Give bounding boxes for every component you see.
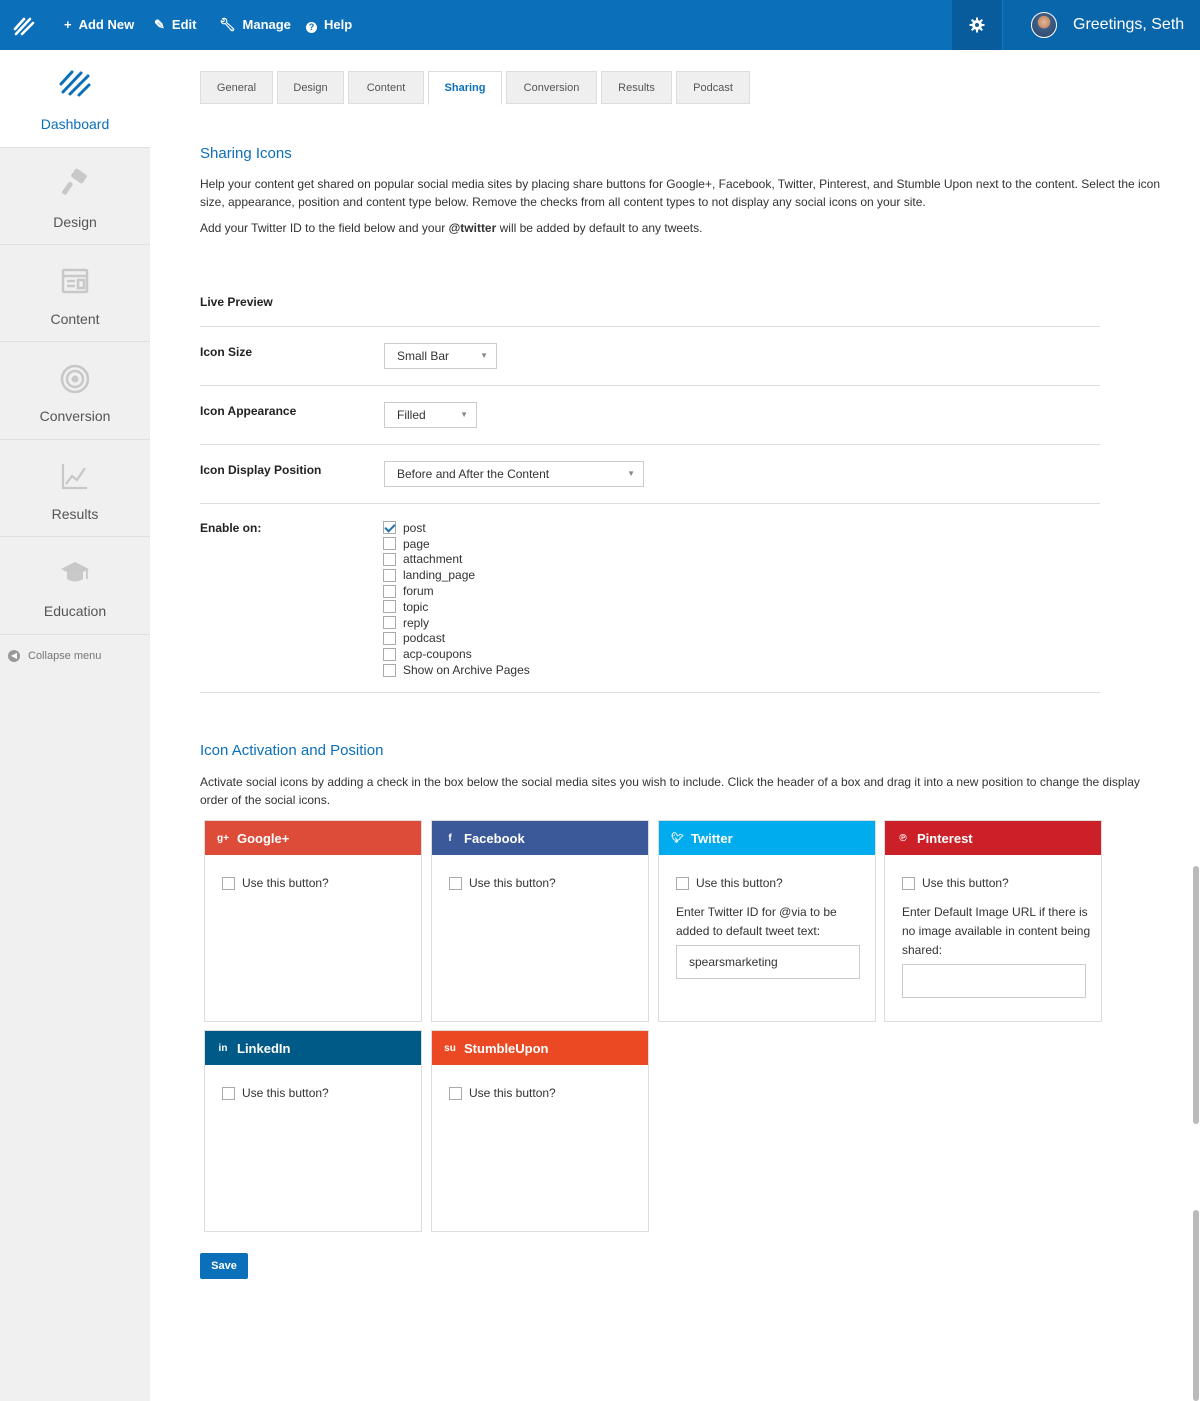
sidebar (0, 50, 150, 1401)
add-new-button[interactable]: + Add New (64, 0, 134, 50)
icon-size-select[interactable]: Small Bar ▼ (384, 343, 497, 369)
card-header[interactable]: 🐦︎ Twitter (659, 821, 875, 855)
sidebar-item-conversion[interactable] (0, 341, 150, 438)
help-button[interactable]: ? Help (306, 0, 352, 50)
checkbox[interactable] (383, 521, 396, 534)
card-google-plus (204, 820, 422, 1022)
default-image-url-input[interactable] (902, 964, 1086, 998)
use-button-row: Use this button? (902, 876, 1009, 890)
section-title-sharing: Sharing Icons (200, 145, 292, 162)
sidebar-item-label: Conversion (39, 408, 111, 424)
use-button-row: Use this button? (222, 1086, 329, 1100)
chevron-left-icon: ◀ (8, 650, 20, 662)
brush-icon (59, 168, 91, 200)
scrollbar-thumb[interactable] (1193, 866, 1199, 1124)
divider (200, 326, 1100, 327)
default-image-instructions: Enter Default Image URL if there is no image available in content being shared: (902, 905, 1091, 957)
sidebar-divider (0, 634, 150, 635)
google-plus-icon: g+ (217, 832, 229, 844)
tab-podcast[interactable]: Podcast (676, 71, 750, 104)
wrench-icon: 🔧︎ (219, 17, 236, 32)
pinterest-icon: ℗ (899, 832, 907, 844)
checkbox[interactable] (383, 648, 396, 661)
divider (200, 692, 1100, 693)
greeting-text: Greetings, Seth (1073, 16, 1185, 33)
sidebar-item-label: Design (53, 214, 97, 230)
use-button-checkbox[interactable] (902, 877, 915, 890)
linkedin-icon: in (218, 1042, 228, 1054)
checkbox[interactable] (383, 537, 396, 550)
manage-button[interactable]: 🔧︎ Manage (219, 0, 291, 50)
tab-content[interactable]: Content (348, 71, 424, 104)
card-header[interactable]: g+ Google+ (205, 821, 421, 855)
enable-option-archive-pages: Show on Archive Pages (383, 662, 530, 678)
card-header[interactable]: su StumbleUpon (432, 1031, 648, 1065)
icon-appearance-select[interactable]: Filled ▼ (384, 402, 477, 428)
icon-position-select[interactable]: Before and After the Content ▼ (384, 461, 644, 487)
enable-on-list (383, 520, 530, 678)
twitter-bird-icon: 🐦︎ (671, 832, 684, 844)
layout-icon (59, 265, 91, 297)
use-button-checkbox[interactable] (222, 1087, 235, 1100)
graduation-cap-icon (59, 557, 91, 589)
enable-option-attachment: attachment (383, 552, 530, 568)
twitter-note: Add your Twitter ID to the field below and your @twitter will be added by default to any tweets. (200, 221, 703, 235)
sidebar-item-design[interactable] (0, 147, 150, 244)
enable-option-reply: reply (383, 615, 530, 631)
twitter-id-instructions: Enter Twitter ID for @via to be added to default tweet text: (676, 905, 837, 938)
chevron-down-icon: ▼ (480, 351, 488, 360)
enable-option-podcast: podcast (383, 631, 530, 647)
checkbox[interactable] (383, 616, 396, 629)
question-icon: ? (306, 22, 317, 33)
stumbleupon-icon: su (444, 1042, 456, 1054)
card-stumbleupon (431, 1030, 649, 1232)
chevron-down-icon: ▼ (627, 469, 635, 478)
dashboard-logo-icon (55, 64, 95, 104)
divider (200, 385, 1100, 386)
card-pinterest (884, 820, 1102, 1022)
enable-option-topic: topic (383, 599, 530, 615)
card-header[interactable]: in LinkedIn (205, 1031, 421, 1065)
edit-button[interactable]: ✎ Edit (154, 0, 196, 50)
sidebar-item-label: Education (43, 603, 107, 619)
sharing-description: Help your content get shared on popular social media sites by placing share buttons for Google+, Facebook, Twitter, Pinterest, and Stumble Upon next to the content. Select the icon size, appearance, position and content type below. Remove the checks from all content types to not display any social icons on your site. (200, 177, 1161, 209)
icon-appearance-label: Icon Appearance (200, 404, 297, 418)
checkbox[interactable] (383, 553, 396, 566)
plus-icon: + (64, 17, 72, 32)
collapse-menu-button[interactable]: ◀ Collapse menu (8, 650, 101, 662)
checkbox[interactable] (383, 632, 396, 645)
sidebar-item-label: Results (51, 506, 99, 522)
enable-option-forum: forum (383, 583, 530, 599)
checkbox[interactable] (383, 569, 396, 582)
card-header[interactable]: ℗ Pinterest (885, 821, 1101, 855)
tab-conversion[interactable]: Conversion (506, 71, 597, 104)
card-header[interactable]: f Facebook (432, 821, 648, 855)
tab-design[interactable]: Design (277, 71, 344, 104)
use-button-checkbox[interactable] (449, 877, 462, 890)
enable-option-post: post (383, 520, 530, 536)
icon-position-label: Icon Display Position (200, 463, 322, 477)
pencil-icon: ✎ (154, 17, 165, 32)
chevron-down-icon: ▼ (460, 410, 468, 419)
avatar (1031, 12, 1057, 38)
live-preview-label: Live Preview (200, 295, 273, 309)
chart-icon (59, 460, 91, 492)
icon-size-label: Icon Size (200, 345, 253, 359)
card-linkedin (204, 1030, 422, 1232)
twitter-id-input[interactable]: spearsmarketing (676, 945, 860, 979)
sidebar-item-label: Content (50, 311, 100, 327)
use-button-row: Use this button? (449, 876, 556, 890)
sidebar-item-dashboard[interactable] (0, 50, 150, 147)
sidebar-item-education[interactable] (0, 536, 150, 633)
tab-general[interactable]: General (200, 71, 273, 104)
use-button-checkbox[interactable] (449, 1087, 462, 1100)
checkbox[interactable] (383, 664, 396, 677)
enable-option-page: page (383, 536, 530, 552)
enable-option-acp-coupons: acp-coupons (383, 646, 530, 662)
logo-icon[interactable] (0, 0, 50, 50)
sidebar-item-results[interactable] (0, 439, 150, 536)
save-button[interactable]: Save (200, 1253, 248, 1279)
use-button-row: Use this button? (676, 876, 783, 890)
use-button-row: Use this button? (222, 876, 329, 890)
checkbox[interactable] (383, 585, 396, 598)
enable-option-landing-page: landing_page (383, 567, 530, 583)
target-icon (59, 362, 91, 394)
activation-description: Activate social icons by adding a check in the box below the social media sites you wish to include. Click the header of a box and drag it into a new position to change the display order of the social icons. (200, 775, 1140, 807)
card-twitter (658, 820, 876, 1022)
scrollbar-thumb[interactable] (1193, 1210, 1199, 1401)
gear-icon (969, 17, 985, 33)
enable-on-label: Enable on: (200, 521, 262, 535)
use-button-row: Use this button? (449, 1086, 556, 1100)
divider (200, 503, 1100, 504)
user-menu[interactable] (1002, 0, 1200, 50)
use-button-checkbox[interactable] (222, 877, 235, 890)
use-button-checkbox[interactable] (676, 877, 689, 890)
facebook-icon: f (448, 832, 452, 844)
sidebar-item-content[interactable] (0, 244, 150, 341)
card-facebook (431, 820, 649, 1022)
section-title-activation: Icon Activation and Position (200, 742, 384, 759)
tab-results[interactable]: Results (601, 71, 672, 104)
divider (200, 444, 1100, 445)
tab-sharing[interactable]: Sharing (428, 71, 502, 105)
sidebar-item-label: Dashboard (40, 116, 110, 132)
checkbox[interactable] (383, 600, 396, 613)
settings-button[interactable] (952, 0, 1002, 50)
top-bar (0, 0, 1200, 50)
